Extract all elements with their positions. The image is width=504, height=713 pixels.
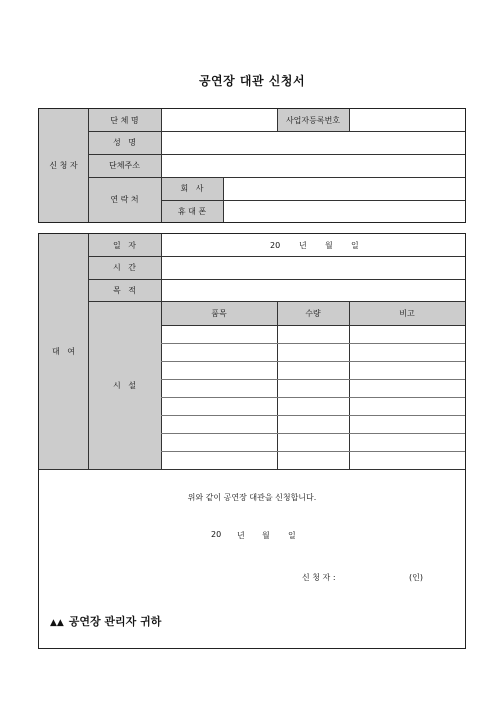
rental-year-unit: 년 [299, 240, 307, 250]
name-label: 성 명 [112, 138, 137, 147]
signature-field[interactable] [350, 569, 405, 584]
group-name-label: 단 체 명 [110, 115, 139, 125]
rental-month-unit: 월 [325, 240, 333, 250]
time-field[interactable] [162, 257, 464, 278]
page-title: 공연장 대관 신청서 [198, 74, 306, 88]
declaration-year-unit: 년 [237, 531, 245, 540]
facility-header-quantity: 수량 [305, 309, 321, 318]
declaration-statement: 위와 같이 공연장 대관을 신청합니다. [187, 492, 317, 502]
declaration-date [0, 530, 504, 544]
rental-section-label: 대 여 [51, 347, 76, 356]
purpose-field[interactable] [162, 280, 464, 301]
rental-day-unit: 일 [351, 240, 359, 250]
applicant-section-label: 신 청 자 [49, 161, 78, 170]
declaration-day-unit: 일 [288, 531, 296, 540]
facility-header-item: 품목 [211, 309, 227, 318]
purpose-label: 목 적 [112, 285, 137, 295]
declaration-year: 20 [211, 530, 222, 539]
mobile-field[interactable] [224, 201, 464, 221]
facility-label: 시 설 [112, 380, 137, 390]
contact-label: 연 락 처 [110, 195, 139, 204]
rental-year: 20 [270, 240, 281, 250]
company-phone-label: 회 사 [180, 184, 204, 193]
time-label: 시 간 [112, 263, 137, 272]
seal-mark: (인) [409, 573, 423, 582]
facility-header-remarks: 비고 [399, 309, 415, 318]
name-field[interactable] [162, 132, 464, 153]
company-phone-field[interactable] [224, 178, 464, 199]
declaration-month-unit: 월 [262, 531, 270, 540]
rental-date-field[interactable] [162, 235, 464, 255]
addressee [50, 613, 161, 629]
date-label: 일 자 [112, 240, 137, 250]
triangle-marker-icon: ▲▲ [50, 618, 64, 628]
address-field[interactable] [162, 155, 464, 176]
addressee-text: 공연장 관리자 귀하 [68, 615, 162, 628]
applicant-signature-label: 신 청 자 : [302, 573, 336, 582]
address-label: 단체주소 [109, 161, 140, 170]
mobile-label: 휴 대 폰 [177, 206, 207, 216]
biz-reg-label: 사업자등록번호 [285, 115, 341, 125]
biz-reg-field[interactable] [350, 110, 464, 130]
group-name-field[interactable] [162, 110, 276, 130]
